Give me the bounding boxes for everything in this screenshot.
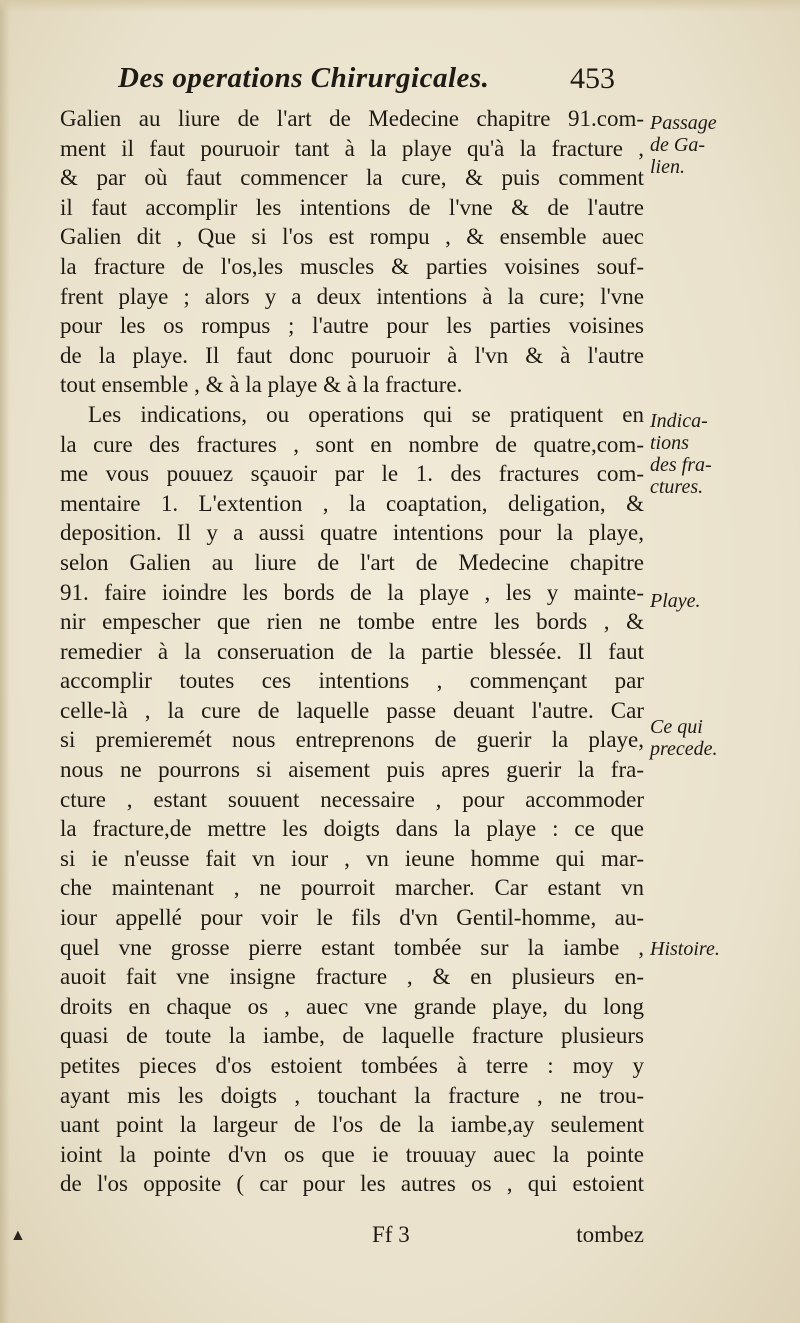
text-line: auoit fait vne insigne fracture , & en plusieurs en-	[60, 964, 644, 990]
margin-note-line: Indica-	[650, 410, 708, 432]
text-line: nous ne pourrons si aisement puis apres guerir la fra-	[60, 757, 644, 783]
text-line: nir empescher que rien ne tombe entre les bords , &	[60, 609, 644, 635]
arrow-mark-icon: ▲	[10, 1227, 26, 1244]
text-line: il faut accomplir les intentions de l'vne & de l'autre	[60, 194, 644, 220]
margin-note-line: des fra-	[650, 454, 712, 476]
margin-note-precede	[650, 716, 770, 760]
text-line: ioint la pointe d'vn os que ie trouuay auec la pointe	[60, 1141, 644, 1167]
text-line: tout ensemble , & à la playe & à la fracture.	[60, 372, 463, 398]
margin-note-line: Playe.	[650, 590, 701, 612]
text-line: Galien dit , Que si l'os est rompu , & ensemble auec	[60, 224, 644, 250]
text-line: celle-là , la cure de laquelle passe deuant l'autre. Car	[60, 697, 644, 723]
margin-note-histoire	[650, 938, 770, 960]
margin-note-line: Histoire.	[650, 938, 720, 960]
margin-note-playe	[650, 590, 770, 612]
text-line: mentaire 1. L'extention , la coaptation, deligation, &	[60, 490, 644, 516]
margin-note-line: Ce qui	[650, 716, 703, 738]
page-header	[62, 62, 662, 102]
margin-note-line: precede.	[650, 738, 718, 760]
text-line: ment il faut pouruoir tant à la playe qu'à la fracture ,	[60, 135, 644, 161]
text-line: droits en chaque os , auec vne grande playe, du long	[60, 993, 644, 1019]
text-line: Galien au liure de l'art de Medecine chapitre 91.com-	[60, 106, 644, 131]
text-line: Les indications, ou operations qui se pratiquent en	[88, 401, 644, 427]
text-line: si ie n'eusse fait vn iour , vn ieune homme qui mar-	[60, 845, 644, 871]
body-text	[60, 104, 644, 1199]
text-line: remedier à la conseruation de la partie blessée. Il faut	[60, 638, 644, 664]
text-line: che maintenant , ne pourroit marcher. Car estant vn	[60, 875, 644, 901]
text-line: iour appellé pour voir le fils d'vn Gentil-homme, au-	[60, 905, 644, 931]
text-line: cture , estant souuent necessaire , pour accommoder	[60, 786, 644, 812]
page-number: 453	[570, 62, 615, 95]
margin-note-indications	[650, 410, 770, 498]
text-line: la cure des fractures , sont en nombre de quatre,com-	[60, 431, 644, 457]
text-line: quel vne grosse pierre estant tombée sur la iambe ,	[60, 934, 644, 960]
margin-note-passage	[650, 112, 770, 178]
text-line: de l'os opposite ( car pour les autres os , qui estoient	[60, 1171, 644, 1197]
page-footer	[60, 1222, 644, 1252]
margin-note-line: de Ga-	[650, 134, 705, 156]
text-line: accomplir toutes ces intentions , commençant par	[60, 668, 644, 694]
text-line: quasi de toute la iambe, de laquelle fracture plusieurs	[60, 1023, 644, 1049]
text-line: petites pieces d'os estoient tombées à terre : moy y	[60, 1053, 644, 1078]
catchword: tombez	[576, 1222, 644, 1247]
text-line: 91. faire ioindre les bords de la playe , les y mainte-	[60, 579, 644, 605]
text-line: pour les os rompus ; l'autre pour les parties voisines	[60, 313, 644, 339]
text-line: la fracture de l'os,les muscles & parties voisines souf-	[60, 253, 644, 279]
text-line: ayant mis les doigts , touchant la fracture , ne trou-	[60, 1082, 644, 1108]
margin-note-line: Passage	[650, 112, 717, 134]
text-line: la fracture,de mettre les doigts dans la playe : ce que	[60, 816, 644, 842]
margin-note-line: ctures.	[650, 476, 704, 498]
text-line: me vous pouuez sçauoir par le 1. des fractures com-	[60, 461, 644, 487]
text-line: frent playe ; alors y a deux intentions à la cure; l'vne	[60, 283, 644, 309]
text-line: deposition. Il y a aussi quatre intentions pour la playe,	[60, 520, 644, 546]
text-line: uant point la largeur de l'os de la iambe,ay seulement	[60, 1112, 644, 1138]
signature-mark: Ff 3	[372, 1222, 410, 1247]
page-gutter-shadow	[0, 0, 10, 1323]
margin-note-line: tions	[650, 432, 689, 454]
text-line: & par où faut commencer la cure, & puis comment	[60, 165, 644, 191]
text-line: de la playe. Il faut donc pouruoir à l'vn & à l'autre	[60, 342, 644, 368]
running-title: Des operations Chirurgicales.	[118, 62, 490, 94]
page-top-shadow	[0, 0, 800, 12]
text-line: si premieremét nous entreprenons de guerir la playe,	[60, 727, 644, 753]
text-line: selon Galien au liure de l'art de Medecine chapitre	[60, 549, 644, 575]
margin-note-line: lien.	[650, 156, 685, 178]
